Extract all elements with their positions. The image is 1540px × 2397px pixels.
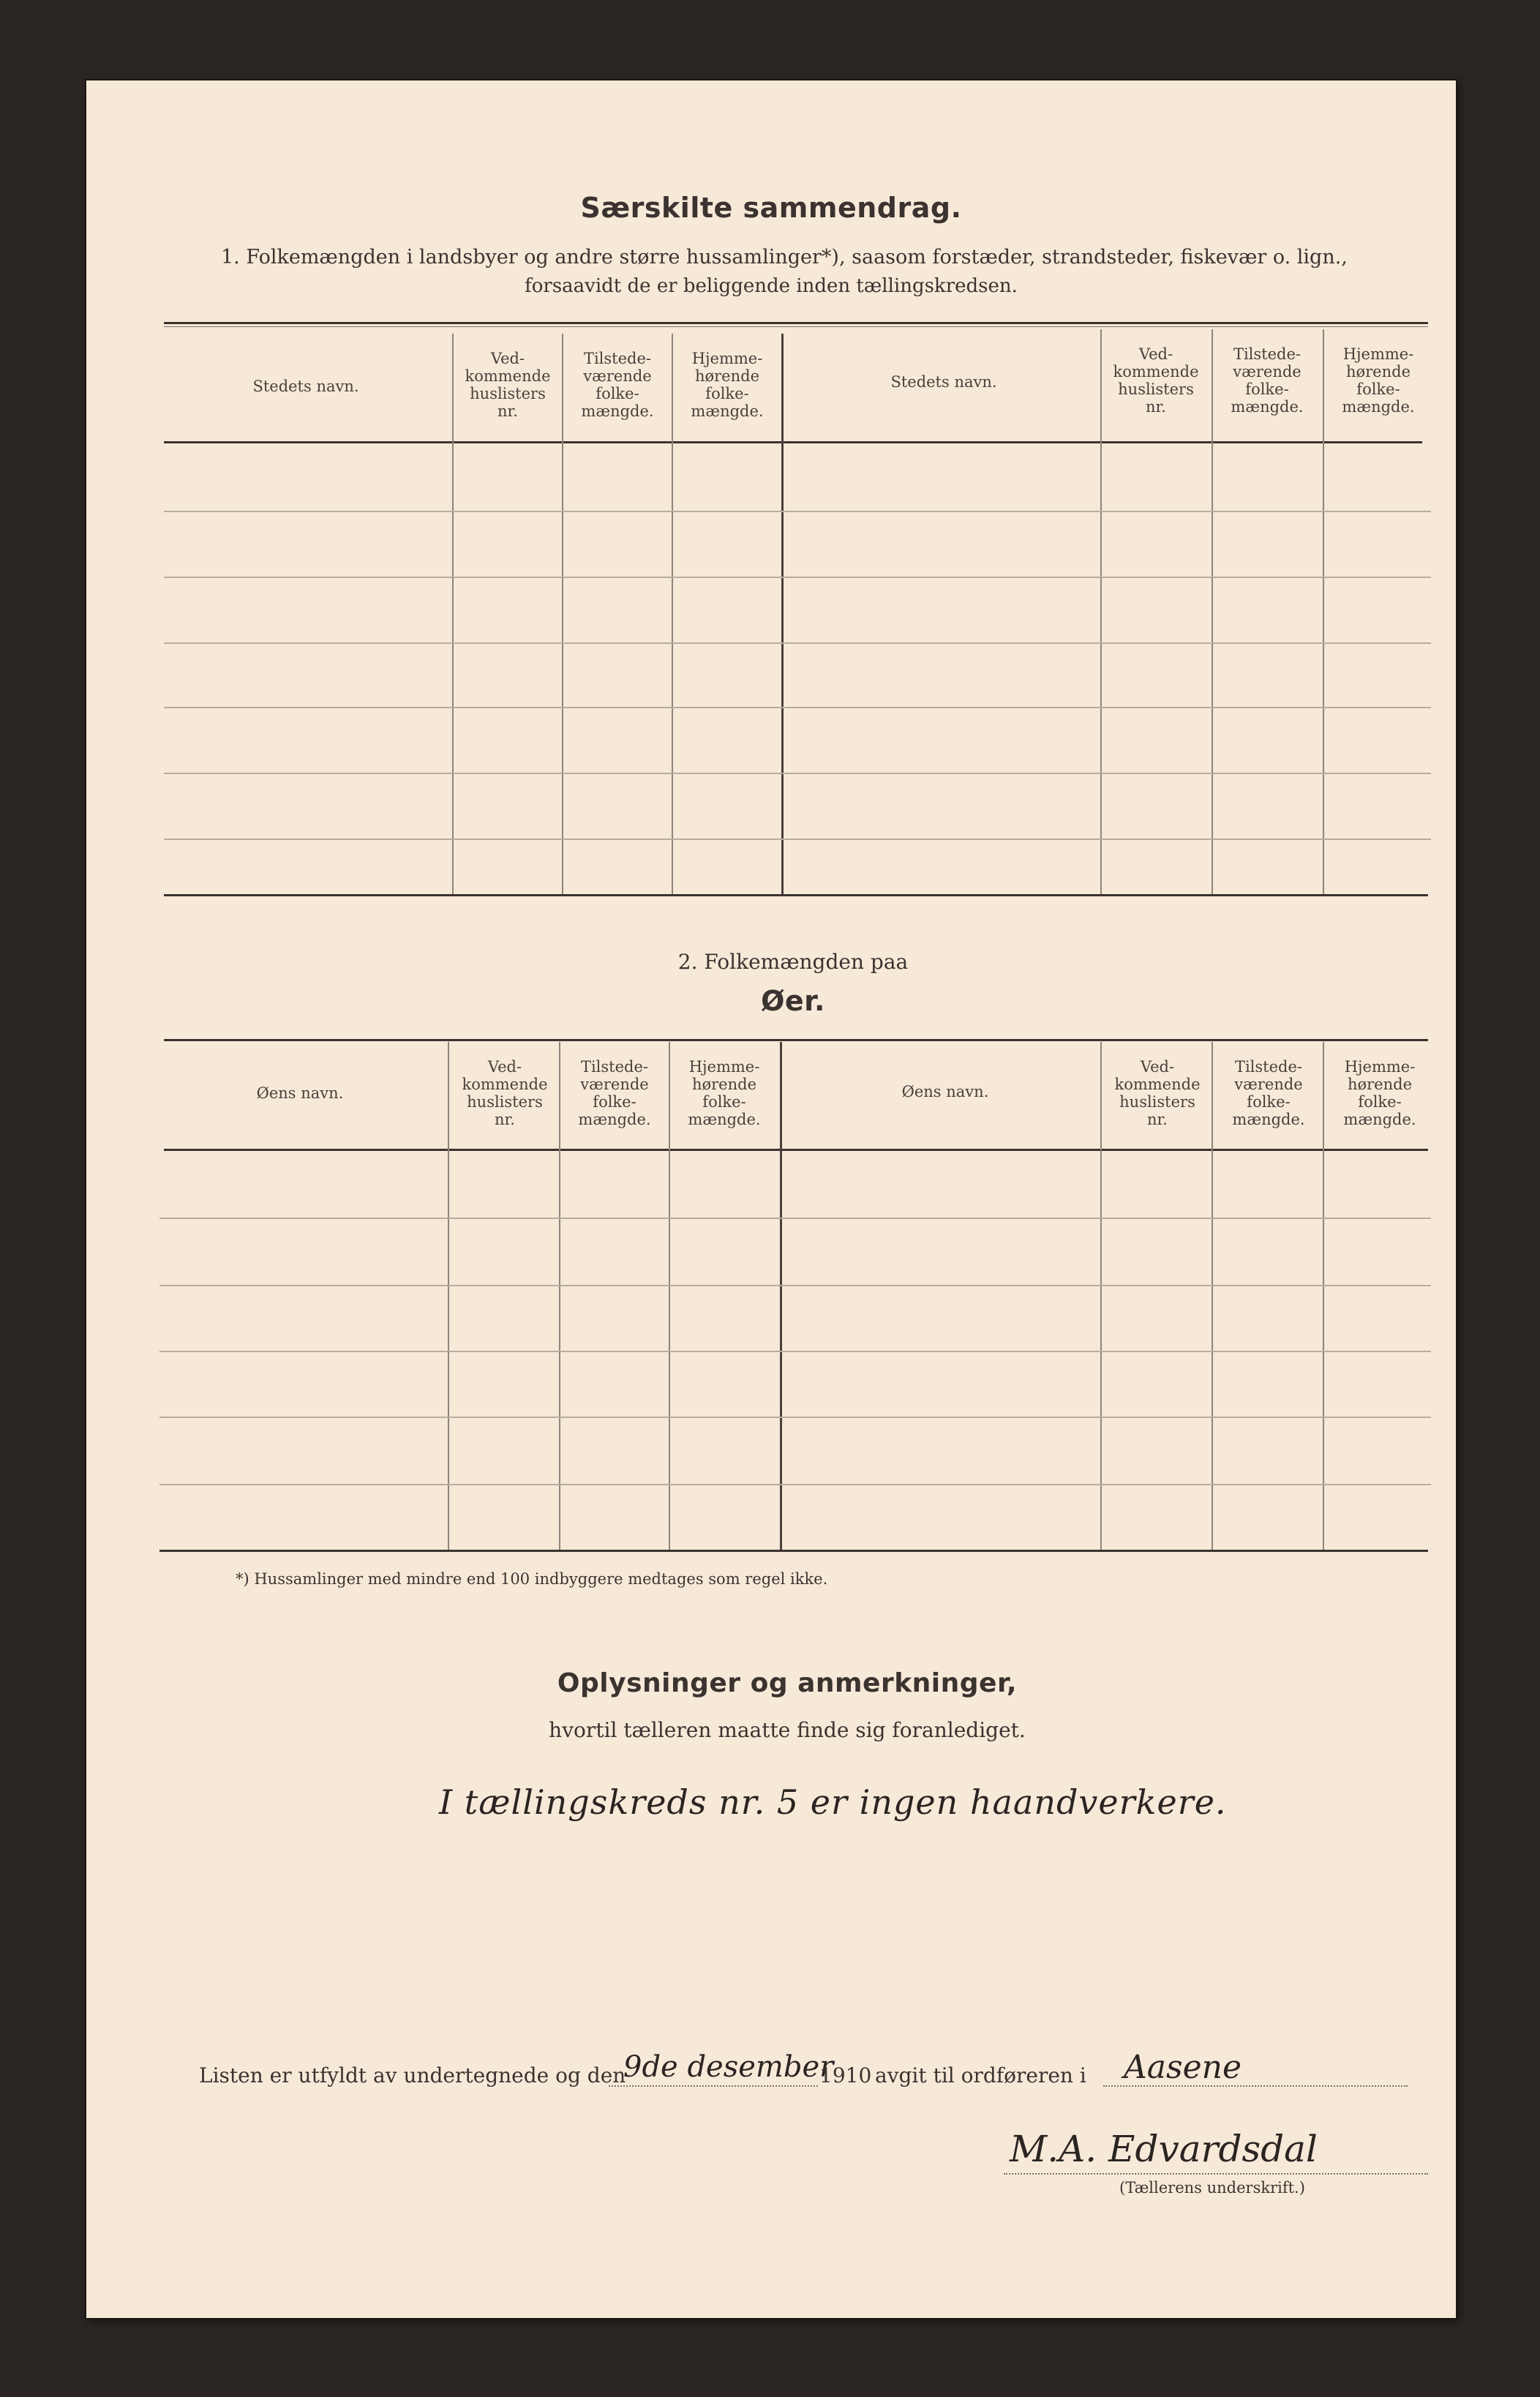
col-header-present-left-2: Tilstede- værende folke- mængde.: [578, 1058, 651, 1128]
handwritten-remark: I tællingskreds nr. 5 er ingen haandverkere.: [439, 1782, 1227, 1822]
col-header-list-nr-left: Ved- kommende huslisters nr.: [465, 350, 551, 420]
notes-title: Oplysninger og anmerkninger,: [557, 1668, 1018, 1698]
footnote: *) Hussamlinger med mindre end 100 indbyggere medtages som regel ikke.: [236, 1570, 828, 1588]
col-header-island-name-left: Øens navn.: [256, 1084, 344, 1102]
section2-title: Øer.: [761, 985, 825, 1017]
col-header-island-name-right: Øens navn.: [901, 1083, 989, 1100]
col-header-present-right-2: Tilstede- værende folke- mængde.: [1232, 1058, 1305, 1128]
section1-intro-line1: 1. Folkemængden i landsbyer og andre større hussamlinger*), saasom forstæder, strandsteder, fiskevær o. lign.,: [221, 246, 1348, 269]
col-header-resident-left-2: Hjemme- hørende folke- mængde.: [688, 1058, 761, 1128]
col-header-resident-right: Hjemme- hørende folke- mængde.: [1342, 345, 1415, 416]
completion-prefix: Listen er utfyldt av undertegnede og den: [199, 2063, 626, 2087]
col-header-list-nr-left-2: Ved- kommende huslisters nr.: [462, 1058, 548, 1128]
signature-caption: (Tællerens underskrift.): [1119, 2179, 1305, 2197]
notes-subtitle: hvortil tælleren maatte finde sig foranlediget.: [549, 1718, 1026, 1742]
section1-intro-line2: forsaavidt de er beliggende inden tællingskredsen.: [525, 275, 1018, 297]
col-header-present-left: Tilstede- værende folke- mængde.: [581, 350, 654, 420]
col-header-place-name-left: Stedets navn.: [252, 378, 359, 395]
section2-subtitle: 2. Folkemængden paa: [677, 950, 909, 974]
col-header-present-right: Tilstede- værende folke- mængde.: [1231, 345, 1304, 416]
page-title: Særskilte sammendrag.: [580, 192, 962, 224]
col-header-list-nr-right-2: Ved- kommende huslisters nr.: [1114, 1058, 1201, 1128]
completion-year: 1910: [819, 2063, 872, 2087]
completion-mid: avgit til ordføreren i: [875, 2063, 1086, 2087]
handwritten-signature: M.A. Edvardsdal: [1010, 2128, 1318, 2170]
handwritten-date: 9de desember: [623, 2050, 834, 2084]
col-header-resident-right-2: Hjemme- hørende folke- mængde.: [1343, 1058, 1416, 1128]
handwritten-place: Aasene: [1124, 2049, 1242, 2086]
col-header-resident-left: Hjemme- hørende folke- mængde.: [691, 350, 764, 420]
col-header-place-name-right: Stedets navn.: [890, 373, 997, 391]
census-form-page: [86, 80, 1456, 2318]
col-header-list-nr-right: Ved- kommende huslisters nr.: [1113, 345, 1199, 416]
